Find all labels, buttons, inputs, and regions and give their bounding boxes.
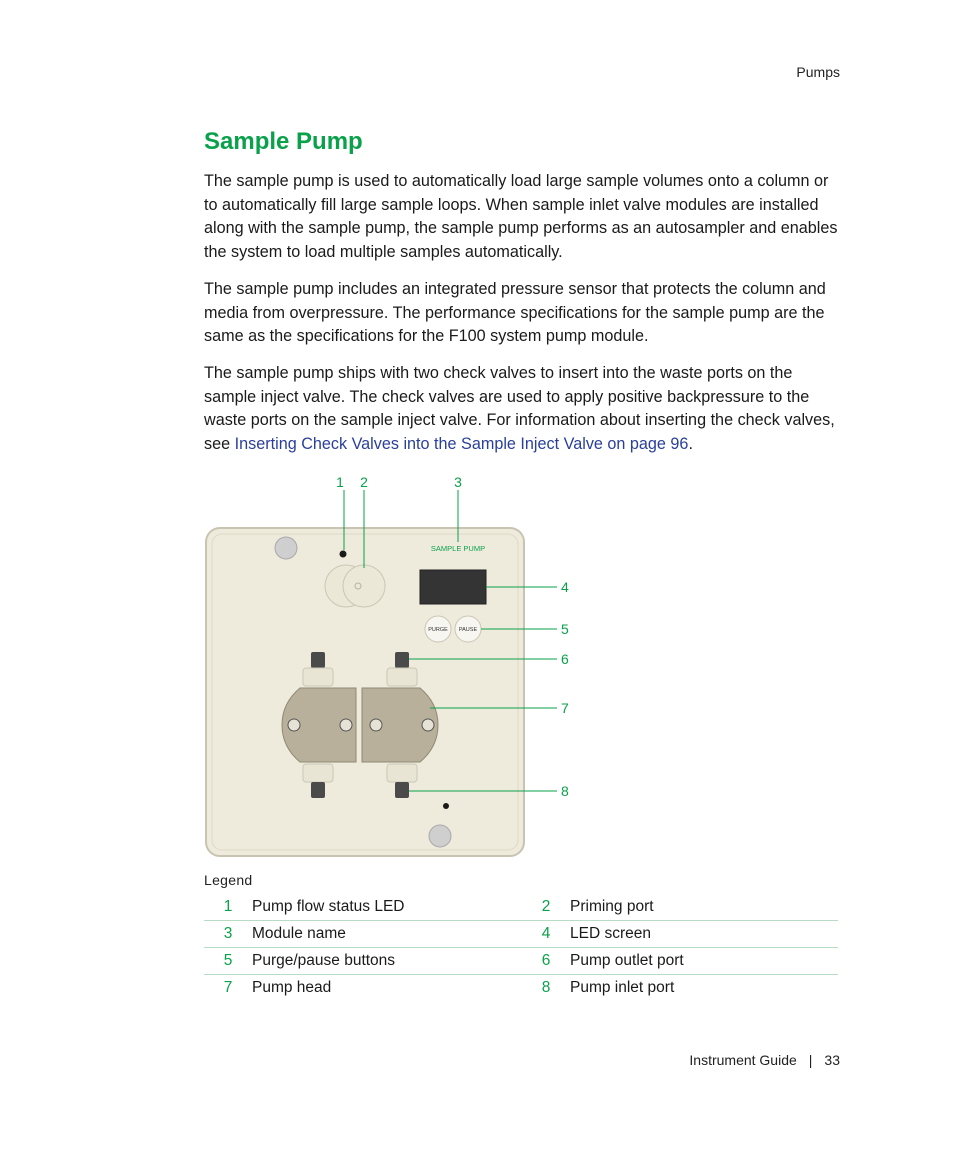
legend-number: 2 (541, 898, 551, 915)
callout-3: 3 (454, 474, 462, 490)
pause-button-label: PAUSE (458, 627, 478, 633)
callout-5: 5 (561, 621, 569, 637)
port-collar-left-top (303, 668, 333, 686)
callout-7: 7 (561, 700, 569, 716)
callout-1: 1 (336, 474, 344, 490)
port-collar-right-top (387, 668, 417, 686)
mounting-screw-top (275, 537, 297, 559)
outlet-fitting-left (311, 652, 325, 668)
legend-label: Pump outlet port (570, 948, 838, 975)
pump-flow-status-led (340, 551, 347, 558)
inlet-fitting-left (311, 782, 325, 798)
callout-8: 8 (561, 783, 569, 799)
legend-number: 5 (204, 948, 252, 975)
pump-head-screw (288, 719, 300, 731)
guide-name: Instrument Guide (689, 1052, 797, 1068)
legend-number: 1 (223, 898, 233, 915)
legend-number: 3 (204, 921, 252, 948)
legend-row (204, 948, 838, 975)
legend-number: 4 (522, 921, 570, 948)
running-head: Pumps (796, 64, 840, 80)
mounting-screw-bottom (429, 825, 451, 847)
callout-4: 4 (561, 579, 569, 595)
paragraph-1: The sample pump is used to automatically load large sample volumes onto a column or to automatically fill large sample loops. When sample inlet valve modules are installed along with the sample pump, the sample pump performs as an autosampler and enables the system to load multiple samples automatically. (204, 172, 838, 261)
legend-label: Purge/pause buttons (252, 948, 522, 975)
cross-reference-link[interactable]: Inserting Check Valves into the Sample Inject Valve on page 96 (234, 434, 689, 453)
legend-label: Pump head (252, 975, 522, 1002)
legend-number: 7 (204, 975, 252, 1002)
priming-port (343, 565, 385, 607)
legend-table (204, 894, 838, 1001)
port-collar-left-bottom (303, 764, 333, 782)
sample-pump-figure (200, 472, 580, 860)
legend-label: Module name (252, 921, 522, 948)
paragraph-3-text: The sample pump ships with two check valves to insert into the waste ports on the sample inject valve. The check valves are used to apply positive backpressure to the waste ports on the sample inject valve. For information about inserting the check valves, see (204, 364, 835, 453)
section-title: Sample Pump (204, 128, 363, 155)
legend-label: Priming port (570, 898, 654, 915)
legend-row (204, 894, 838, 921)
legend-row (204, 921, 838, 948)
legend-label: LED screen (570, 921, 838, 948)
paragraph-2: The sample pump includes an integrated pressure sensor that protects the column and media from overpressure. The performance specifications for the sample pump are the same as the specifications for the F100 system pump module. (204, 280, 826, 345)
paragraph-3-end: . (688, 434, 693, 453)
pump-head-screw (340, 719, 352, 731)
page-number: 33 (824, 1052, 840, 1068)
panel-dot (443, 803, 449, 809)
legend-label: Pump flow status LED (252, 898, 405, 915)
inlet-fitting-right (395, 782, 409, 798)
legend-row (204, 975, 838, 1002)
pump-head-screw (422, 719, 434, 731)
page-footer (689, 1052, 840, 1068)
led-screen (420, 570, 486, 604)
port-collar-right-bottom (387, 764, 417, 782)
outlet-fitting-right (395, 652, 409, 668)
module-name-label: SAMPLE PUMP (430, 544, 486, 553)
callout-2: 2 (360, 474, 368, 490)
paragraph-3 (204, 362, 840, 456)
legend-number: 6 (522, 948, 570, 975)
legend-title: Legend (204, 872, 253, 888)
legend-label: Pump inlet port (570, 975, 838, 1002)
callout-6: 6 (561, 651, 569, 667)
purge-button-label: PURGE (428, 627, 448, 633)
legend-number: 8 (522, 975, 570, 1002)
footer-separator: | (808, 1052, 813, 1068)
pump-head-screw (370, 719, 382, 731)
